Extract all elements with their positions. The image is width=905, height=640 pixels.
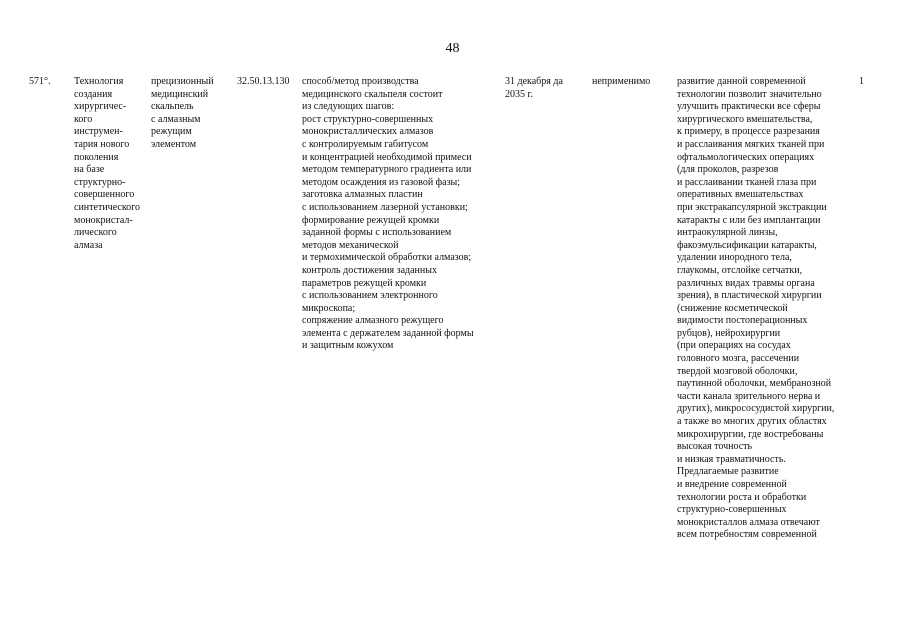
description-line: (снижение косметической: [677, 302, 788, 314]
method-line: и концентрацией необходимой примеси: [302, 151, 472, 163]
date-cell: [505, 76, 563, 101]
method-line: с контролируемым габитусом: [302, 138, 429, 150]
technology-name-cell: [74, 76, 140, 252]
product-line: с алмазным: [151, 113, 201, 125]
technology-name-line: создания: [74, 88, 113, 100]
method-line: элемента с держателем заданной формы: [302, 327, 474, 339]
method-line: с использованием лазерной установки;: [302, 201, 468, 213]
description-line: головного мозга, рассечении: [677, 353, 800, 365]
applicability-value: неприменимо: [592, 76, 651, 87]
applicability-cell: [592, 76, 650, 89]
method-line: методов механической: [302, 239, 399, 251]
product-line: скальпель: [151, 101, 194, 113]
product-line: режущим: [151, 126, 192, 138]
description-line: монокристаллов алмаза отвечают: [677, 516, 820, 528]
description-line: технологии позволит значительно: [677, 88, 822, 100]
method-line: микроскопа;: [302, 302, 356, 314]
method-cell: [302, 76, 474, 353]
technology-name-line: инструмен-: [74, 126, 123, 138]
method-line: заданной формы с использованием: [302, 227, 452, 239]
method-line: рост структурно-совершенных: [302, 113, 434, 125]
description-line: и низкая травматичность.: [677, 453, 786, 465]
description-line: части канала зрительного нерва и: [677, 390, 821, 402]
method-line: с использованием электронного: [302, 290, 438, 302]
method-line: сопряжение алмазного режущего: [302, 315, 444, 327]
description-line: к примеру, в процессе разрезания: [677, 126, 820, 138]
description-line: (для проколов, разрезов: [677, 164, 779, 176]
technology-name-line: кого: [74, 113, 93, 125]
description-line: катаракты с или без имплантации: [677, 214, 821, 226]
last-column-value: 1: [859, 76, 864, 87]
technology-name-line: структурно-: [74, 176, 126, 188]
description-line: хирургического вмешательства,: [677, 113, 813, 125]
description-line: офтальмологических операциях: [677, 151, 815, 163]
description-line: других), микрососудистой хирургии,: [677, 403, 835, 415]
item-number: 571°.: [29, 76, 51, 87]
description-line: микрохирургии, где востребованы: [677, 428, 824, 440]
description-line: твердой мозговой оболочки,: [677, 365, 798, 377]
product-line: элементом: [151, 138, 197, 150]
description-line: оперативных вмешательствах: [677, 189, 804, 201]
technology-name-line: синтетического: [74, 201, 141, 213]
description-line: а также во многих других областях: [677, 416, 827, 428]
technology-name-line: хирургичес-: [74, 101, 127, 113]
product-code: 32.50.13.130: [237, 76, 290, 87]
product-line: прецизионный: [151, 76, 214, 87]
method-line: и термохимической обработки алмазов;: [302, 252, 472, 264]
description-line: паутинной оболочки, мембранозной: [677, 378, 832, 390]
description-line: технологии роста и обработки: [677, 491, 807, 503]
technology-name-line: совершенного: [74, 189, 135, 201]
method-line: и защитным кожухом: [302, 340, 394, 352]
description-line: рубцов), нейрохирургии: [677, 327, 781, 339]
description-line: всем потребностям современной: [677, 529, 817, 541]
technology-name-line: монокристал-: [74, 214, 133, 226]
method-line: заготовка алмазных пластин: [302, 189, 423, 201]
description-line: видимости постоперационных: [677, 315, 808, 327]
description-line: и расслаивания мягких тканей при: [677, 138, 825, 150]
method-line: монокристаллических алмазов: [302, 126, 434, 138]
description-line: структурно-совершенных: [677, 504, 787, 516]
technology-name-line: Технология: [74, 76, 124, 87]
description-line: при экстракапсулярной экстракции: [677, 201, 827, 213]
technology-name-line: на базе: [74, 164, 105, 176]
description-line: (при операциях на сосудах: [677, 340, 791, 352]
description-cell: [677, 76, 834, 542]
description-line: интраокулярной линзы,: [677, 227, 778, 239]
page-number: 48: [445, 41, 460, 56]
method-line: контроль достижения заданных: [302, 264, 437, 276]
method-line: формирование режущей кромки: [302, 214, 440, 226]
description-line: удалении инородного тела,: [677, 252, 792, 264]
method-line: из следующих шагов:: [302, 101, 395, 113]
description-line: и расслаивании тканей глаза при: [677, 176, 817, 188]
description-line: Предлагаемые развитие: [677, 466, 779, 478]
last-column-cell: [859, 76, 864, 89]
code-cell: [237, 76, 290, 89]
technology-name-line: лического: [74, 227, 117, 239]
method-line: методом осаждения из газовой фазы;: [302, 176, 461, 188]
description-line: факоэмульсификации катаракты,: [677, 239, 817, 251]
date-line: 2035 г.: [505, 88, 533, 100]
method-line: параметров режущей кромки: [302, 277, 427, 289]
description-line: развитие данной современной: [677, 76, 806, 87]
technology-name-line: поколения: [74, 151, 119, 163]
description-line: и внедрение современной: [677, 479, 787, 490]
method-line: способ/метод производства: [302, 76, 419, 87]
description-line: улучшить практически все сферы: [677, 101, 821, 113]
description-line: зрения), в пластической хирургии: [677, 290, 822, 302]
item-number-cell: [29, 76, 51, 89]
description-line: различных видах травмы органа: [677, 277, 815, 289]
description-line: глаукомы, отслойке сетчатки,: [677, 264, 803, 276]
product-cell: [151, 76, 214, 152]
date-line: 31 декабря да: [505, 76, 563, 87]
method-line: методом температурного градиента или: [302, 164, 472, 176]
product-line: медицинский: [151, 88, 209, 100]
description-line: высокая точность: [677, 441, 753, 453]
technology-name-line: алмаза: [74, 239, 103, 251]
technology-name-line: тария нового: [74, 138, 130, 150]
method-line: медицинского скальпеля состоит: [302, 88, 443, 100]
